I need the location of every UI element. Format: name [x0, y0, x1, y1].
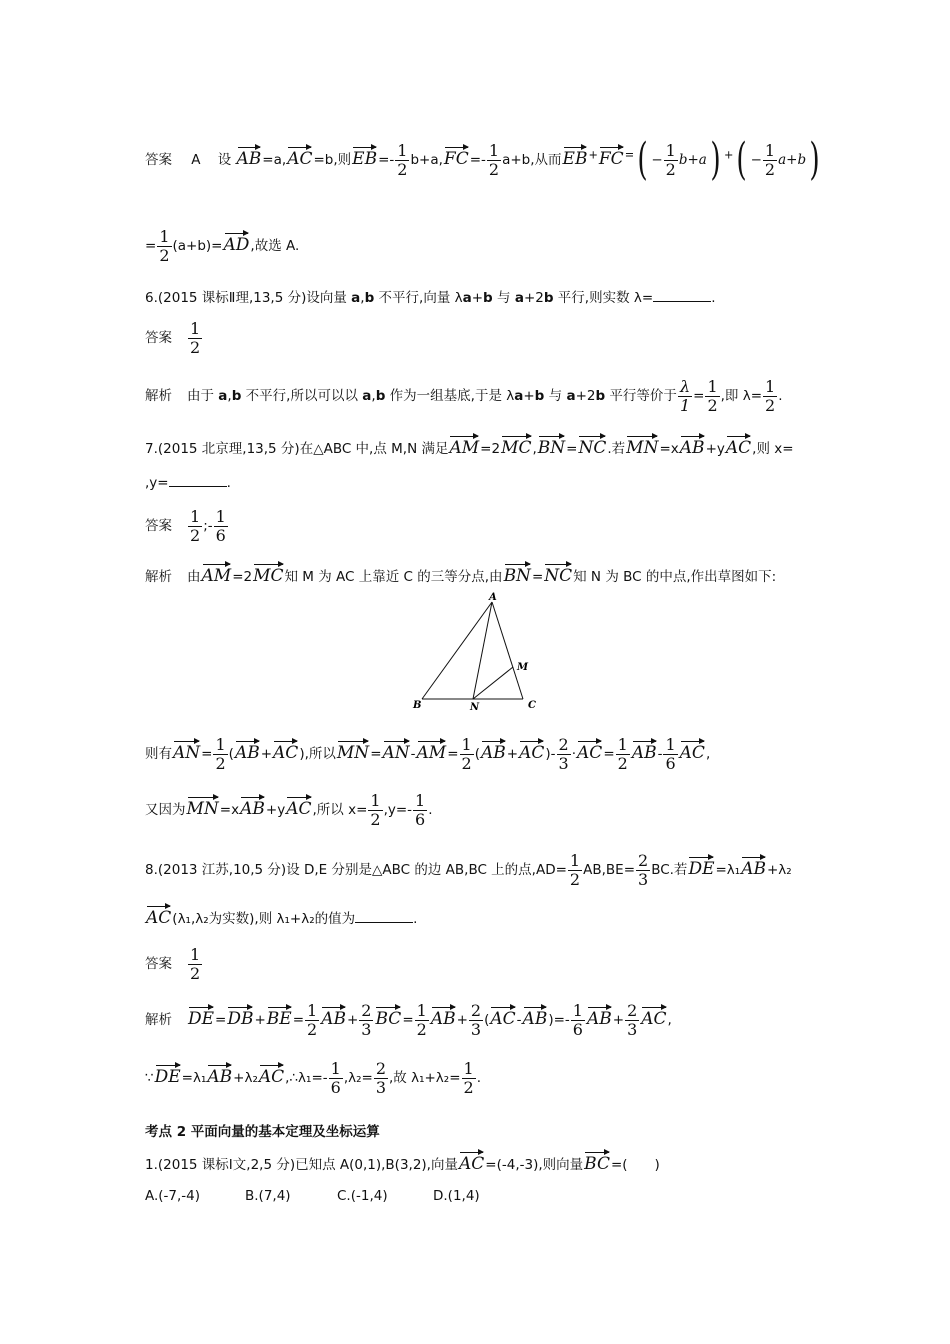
text: + — [471, 290, 484, 306]
text: =x — [219, 802, 240, 819]
vector-ac: AC — [641, 1005, 666, 1028]
vector-mc: MC — [501, 434, 531, 457]
vector-nc: NC — [544, 562, 572, 585]
text: ;- — [203, 518, 213, 535]
answer-label: 答案 — [145, 518, 172, 535]
text: b — [483, 290, 493, 306]
q8-analysis — [145, 1002, 672, 1038]
side-ab — [422, 602, 492, 699]
text: b — [534, 388, 545, 405]
vector-ac: AC — [490, 1005, 515, 1028]
fraction-1-2: $\frac{1}{2}$ — [159, 227, 170, 265]
vector-ac: AC — [726, 434, 751, 457]
text: 1.(2015 课标Ⅰ文,2,5 分)已知点 A(0,1),B(3,2),向量 — [145, 1157, 458, 1173]
text: =2 — [232, 569, 253, 585]
vector-fc: FC — [444, 145, 469, 168]
text: 不平行,向量 λ — [374, 290, 463, 306]
q7-derivation-1 — [145, 736, 710, 772]
text: a — [362, 388, 372, 405]
vector-ac: AC — [680, 739, 705, 762]
text: ),所以 — [299, 746, 336, 763]
text: =a, — [262, 152, 287, 168]
fraction-1-2: $\frac{1}{2}$ — [463, 1059, 474, 1097]
text: 6.(2015 课标Ⅱ理,13,5 分)设向量 — [145, 290, 352, 306]
text: 与 — [492, 290, 515, 306]
fraction-1-2: $\frac{1}{2}$ — [370, 791, 381, 829]
text: - — [516, 1012, 522, 1029]
text: b — [364, 290, 375, 306]
vector-mn: MN — [626, 434, 658, 457]
vector-ad: AD — [224, 231, 250, 254]
vector-an: AN — [383, 739, 410, 762]
text: . — [778, 388, 783, 405]
answer-label: 答案 — [145, 330, 172, 347]
text: = — [201, 746, 213, 763]
vector-ac: AC — [286, 795, 311, 818]
vector-ab: AB — [587, 1005, 612, 1028]
text: . — [226, 475, 231, 491]
text: 设 — [217, 152, 232, 168]
text: 由 — [187, 569, 201, 585]
text: + — [506, 746, 519, 763]
fraction-1-2: $\frac{1}{2}$ — [215, 735, 226, 773]
text: (λ₁,λ₂为实数),则 λ₁+λ₂的值为 — [172, 911, 356, 927]
text: =λ₁ — [715, 862, 741, 879]
text: = — [531, 569, 544, 585]
text: a+b — [778, 152, 807, 168]
text: b+a — [678, 152, 707, 168]
text: 则有 — [145, 746, 172, 763]
text: a — [351, 290, 361, 306]
q5-answer-continuation — [145, 228, 299, 264]
analysis-label: 解析 — [145, 1012, 172, 1029]
q8-stem-line2 — [145, 904, 417, 927]
q7-analysis — [145, 562, 776, 585]
option-a[interactable]: A.(-7,-4) — [145, 1188, 201, 1204]
text: 知 N 为 BC 的中点,作出草图如下: — [573, 569, 777, 585]
fraction-2-3: $\frac{2}{3}$ — [638, 851, 649, 889]
text: , — [532, 441, 537, 457]
fraction-1-2: $\frac{1}{2}$ — [190, 945, 201, 983]
vector-ab: AB — [481, 739, 506, 762]
fraction-2-3: $\frac{2}{3}$ — [361, 1001, 372, 1039]
option-c[interactable]: C.(-1,4) — [337, 1188, 388, 1204]
text: ,故 λ₁+λ₂= — [389, 1070, 461, 1087]
text: = — [566, 441, 578, 457]
text: 平行等价于 — [605, 388, 677, 405]
text: 7.(2015 北京理,13,5 分)在△ABC 中,点 M,N 满足 — [145, 441, 449, 457]
label-c: C — [528, 700, 536, 711]
vector-am: AM — [449, 434, 479, 457]
vector-ac: AC — [287, 145, 312, 168]
vector-be: BE — [267, 1005, 292, 1028]
text: b — [375, 388, 386, 405]
text: 平行,则实数 λ= — [553, 290, 654, 306]
text: +2 — [523, 290, 544, 306]
q5-answer-line — [145, 134, 823, 185]
text: =( ) — [610, 1157, 660, 1173]
answer-blank — [355, 910, 413, 923]
fraction-1-2: $\frac{1}{2}$ — [569, 851, 581, 889]
fraction-lambda-1: $\frac{\lambda}{1}$ — [679, 377, 691, 415]
text: = — [447, 746, 459, 763]
vector-bn: BN — [504, 562, 531, 585]
vector-ab: AB — [431, 1005, 456, 1028]
text: + — [588, 148, 598, 162]
text: ,即 λ= — [720, 388, 763, 405]
text: b — [543, 290, 554, 306]
text: b+a, — [410, 152, 443, 168]
text: ,y=- — [383, 802, 413, 819]
text: 知 M 为 AC 上靠近 C 的三等分点,由 — [284, 569, 503, 585]
text: ( — [474, 746, 480, 763]
text: · — [571, 746, 577, 763]
text: , — [371, 388, 376, 405]
text: 与 — [544, 388, 567, 405]
answer-blank — [169, 474, 227, 487]
fraction-1-2: $\frac{1}{2}$ — [190, 507, 201, 545]
side-ac — [492, 602, 523, 699]
fraction-2-3: $\frac{2}{3}$ — [627, 1001, 638, 1039]
text: a — [218, 388, 228, 405]
text: a — [566, 388, 576, 405]
left-paren: ( — [736, 134, 748, 185]
vector-ac: AC — [146, 904, 171, 927]
fraction-1-2: $\frac{1}{2}$ — [416, 1001, 427, 1039]
text: = — [624, 148, 635, 162]
vector-ab: AB — [632, 739, 657, 762]
vector-am: AM — [417, 739, 447, 762]
text: a — [462, 290, 472, 306]
fraction-1-6: $\frac{1}{6}$ — [572, 1001, 583, 1039]
text: AB,BE= — [583, 862, 635, 879]
text: + — [254, 1012, 266, 1029]
text: b — [231, 388, 242, 405]
fraction-1-6: $\frac{1}{6}$ — [215, 507, 226, 545]
right-paren: ) — [809, 134, 820, 185]
text: )=- — [548, 1012, 570, 1029]
label-b: B — [413, 700, 422, 711]
vector-ab: AB — [523, 1005, 548, 1028]
text: ,则 x= — [752, 441, 794, 457]
text: +λ₂ — [766, 862, 792, 879]
segment-an — [473, 602, 492, 699]
text: ∵ — [145, 1070, 154, 1087]
text: + — [523, 388, 535, 405]
fraction-1-2: $\frac{1}{2}$ — [397, 140, 408, 179]
left-paren: ( — [637, 134, 648, 185]
vector-ab: AB — [741, 855, 766, 878]
fraction-1-2: $\frac{1}{2}$ — [707, 377, 718, 415]
fraction-2-3: $\frac{2}{3}$ — [470, 1001, 482, 1039]
text: a — [514, 388, 524, 405]
vector-ac: AC — [519, 739, 544, 762]
text: - — [410, 746, 416, 763]
text: a+b,从而 — [502, 152, 562, 168]
text: = — [402, 1012, 414, 1029]
q6-answer — [145, 320, 203, 356]
answer-choice: A — [191, 152, 201, 168]
vector-an: AN — [173, 739, 200, 762]
text: = — [693, 388, 705, 405]
vector-ac: AC — [577, 739, 602, 762]
vector-ac: AC — [459, 1150, 484, 1173]
text: )- — [545, 746, 556, 763]
answer-label: 答案 — [145, 956, 172, 973]
answer-label: 答案 — [145, 152, 172, 168]
label-m: M — [517, 662, 529, 673]
vector-nc: NC — [578, 434, 606, 457]
segment-nm — [473, 667, 513, 699]
text: =2 — [480, 441, 501, 457]
text: ,λ₂= — [343, 1070, 373, 1087]
vector-ab: AB — [207, 1063, 232, 1086]
text: +2 — [575, 388, 596, 405]
vector-de: DE — [155, 1063, 181, 1086]
text: ,故选 A. — [250, 238, 300, 255]
fraction-2-3: $\frac{2}{3}$ — [558, 735, 569, 773]
vector-mn: MN — [187, 795, 219, 818]
text: ,所以 x= — [312, 802, 368, 819]
vector-am: AM — [202, 562, 232, 585]
vector-bn: BN — [538, 434, 565, 457]
vector-mc: MC — [253, 562, 283, 585]
vector-ab: AB — [680, 434, 705, 457]
text: +y — [265, 802, 286, 819]
analysis-label: 解析 — [145, 388, 172, 405]
text: = — [145, 238, 157, 255]
option-b[interactable]: B.(7,4) — [245, 1188, 291, 1204]
text: =- — [378, 152, 395, 168]
text: − — [750, 152, 762, 168]
q8-answer — [145, 946, 203, 982]
text: BC.若 — [651, 862, 688, 879]
text: − — [651, 152, 663, 168]
text: =b,则 — [313, 152, 352, 168]
text: , — [667, 1012, 672, 1029]
text: ,∴λ₁=- — [285, 1070, 328, 1087]
vector-eb: EB — [563, 145, 588, 168]
vector-ab: AB — [321, 1005, 346, 1028]
fraction-1-6: $\frac{1}{6}$ — [415, 791, 426, 829]
q1-stem — [145, 1150, 660, 1173]
text: ,y= — [145, 475, 169, 491]
fraction-1-2: $\frac{1}{2}$ — [665, 140, 676, 179]
text: =x — [659, 441, 679, 457]
fraction-1-2: $\frac{1}{2}$ — [617, 735, 628, 773]
text: =λ₁ — [181, 1070, 207, 1087]
section-title: 考点 2 平面向量的基本定理及坐标运算 — [145, 1124, 380, 1140]
text: .若 — [607, 441, 626, 457]
fraction-1-2: $\frac{1}{2}$ — [764, 140, 776, 179]
answer-blank — [653, 289, 711, 302]
text: . — [413, 911, 418, 927]
vector-db: DB — [227, 1005, 253, 1028]
text: +y — [705, 441, 725, 457]
text: = — [215, 1012, 227, 1029]
q6-stem — [145, 286, 716, 306]
vector-mn: MN — [337, 739, 369, 762]
text: = — [292, 1012, 305, 1029]
text: 由于 — [187, 388, 219, 405]
text: . — [711, 290, 716, 306]
q1-options — [145, 1188, 480, 1204]
text: + — [456, 1012, 468, 1029]
text: a — [514, 290, 524, 306]
q8-stem — [145, 852, 792, 888]
fraction-1-6: $\frac{1}{6}$ — [665, 735, 676, 773]
vector-de: DE — [188, 1005, 214, 1028]
vector-bc: BC — [375, 1005, 401, 1028]
text: 8.(2013 江苏,10,5 分)设 D,E 分别是△ABC 的边 AB,BC 上的点,AD= — [145, 862, 567, 879]
text: + — [346, 1012, 359, 1029]
fraction-1-2: $\frac{1}{2}$ — [190, 319, 201, 357]
text: , — [705, 746, 711, 763]
analysis-label: 解析 — [145, 569, 172, 585]
vector-ab: AB — [237, 145, 262, 168]
vector-fc: FC — [599, 145, 624, 168]
text: +λ₂ — [233, 1070, 258, 1087]
text: (a+b)= — [172, 238, 223, 255]
fraction-1-6: $\frac{1}{6}$ — [330, 1059, 341, 1097]
text: 作为一组基底,于是 λ — [385, 388, 515, 405]
text: b — [595, 388, 606, 405]
text: . — [428, 802, 433, 819]
vector-ac: AC — [259, 1063, 284, 1086]
text: + — [612, 1012, 625, 1029]
fraction-1-2: $\frac{1}{2}$ — [488, 140, 500, 179]
text: + — [260, 746, 273, 763]
text: =(-4,-3),则向量 — [485, 1157, 584, 1173]
q7-stem — [145, 434, 794, 457]
fraction-1-2: $\frac{1}{2}$ — [307, 1001, 318, 1039]
text: =- — [469, 152, 486, 168]
triangle-figure — [405, 592, 545, 714]
fraction-1-2: $\frac{1}{2}$ — [765, 377, 776, 415]
q6-analysis — [145, 378, 783, 414]
text: 不平行,所以可以以 — [241, 388, 363, 405]
vector-ab: AB — [235, 739, 260, 762]
q7-answer — [145, 508, 229, 544]
text: = — [370, 746, 382, 763]
vector-bc: BC — [584, 1150, 610, 1173]
text: ( — [228, 746, 234, 763]
vector-ac: AC — [273, 739, 298, 762]
text: - — [657, 746, 663, 763]
text: 又因为 — [145, 802, 186, 819]
text: , — [227, 388, 232, 405]
text: ( — [484, 1012, 490, 1029]
text: = — [603, 746, 615, 763]
fraction-2-3: $\frac{2}{3}$ — [375, 1059, 387, 1097]
q7-stem-line2 — [145, 474, 231, 491]
text: + — [724, 148, 734, 162]
text: , — [360, 290, 365, 306]
vector-eb: EB — [352, 145, 377, 168]
label-a: A — [489, 592, 497, 603]
q8-conclusion — [145, 1060, 481, 1096]
fraction-1-2: $\frac{1}{2}$ — [461, 735, 472, 773]
q7-derivation-2 — [145, 792, 433, 828]
text: . — [476, 1070, 482, 1087]
vector-de: DE — [688, 855, 714, 878]
right-paren: ) — [710, 134, 721, 185]
label-n: N — [470, 702, 480, 713]
vector-ab: AB — [240, 795, 265, 818]
option-d[interactable]: D.(1,4) — [433, 1188, 480, 1204]
